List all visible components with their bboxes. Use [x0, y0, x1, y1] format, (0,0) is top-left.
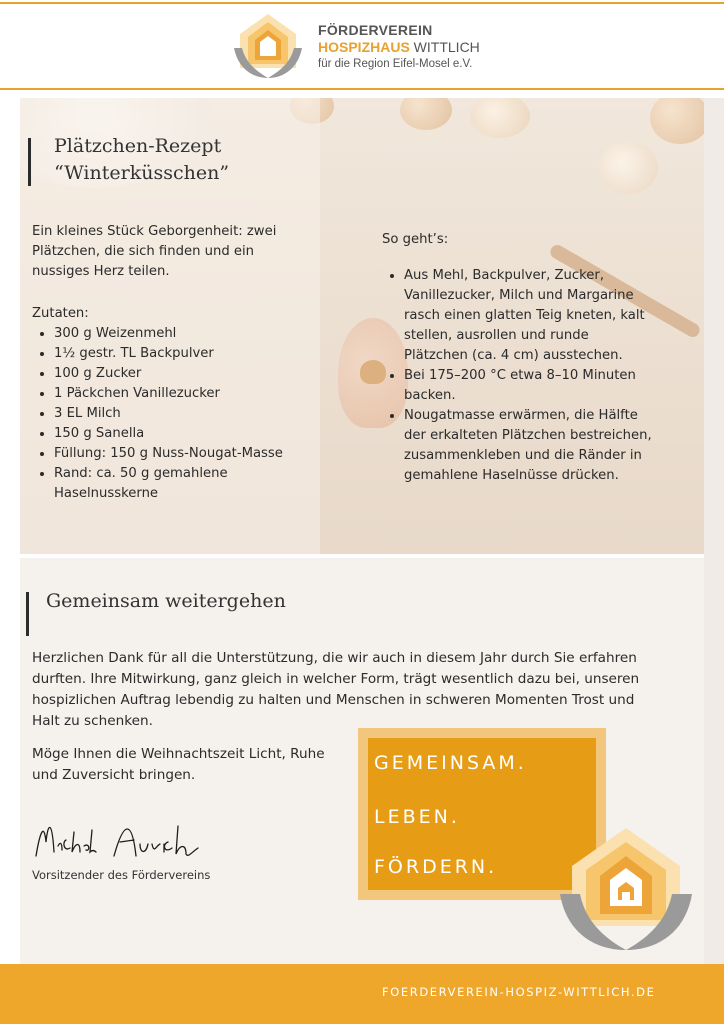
ingredients-heading: Zutaten: — [32, 306, 89, 321]
handwritten-signature — [32, 812, 222, 868]
egg — [650, 98, 704, 144]
org-name-city: WITTLICH — [409, 39, 480, 55]
slogan-line3: FÖRDERN. — [374, 856, 498, 878]
recipe-title — [54, 133, 229, 187]
recipe-intro: Ein kleines Stück Geborgenheit: zwei Plätzchen, die sich finden und ein nussiges Herz teilen. — [32, 224, 277, 279]
closing-title: Gemeinsam weitergehen — [46, 590, 286, 612]
ingredient-item: • 1½ gestr. TL Backpulver — [54, 344, 302, 364]
slogan-line2: LEBEN. — [374, 806, 460, 828]
step-item: • Aus Mehl, Backpulver, Zucker, Vanillezucker, Milch und Margarine rasch einen glatten Teig kneten, kalt stellen, ausrollen und runde Plätzchen (ca. 4 cm) ausstechen. — [404, 266, 652, 366]
org-name-highlight: HOSPIZHAUS — [318, 39, 410, 55]
closing-title-accent-bar — [26, 592, 29, 636]
slogan-line1: GEMEINSAM. — [374, 752, 527, 774]
ingredients-list — [32, 324, 302, 504]
side-panel — [704, 98, 724, 964]
org-region: für die Region Eifel-Mosel e.V. — [318, 58, 473, 70]
org-name-line2 — [318, 39, 480, 56]
ingredient-item: • 300 g Weizenmehl — [54, 324, 302, 344]
ingredient-item: • 150 g Sanella — [54, 424, 302, 444]
hospiz-house-hands-large-logo — [556, 826, 696, 954]
header-bottom-rule — [0, 88, 724, 90]
wish-paragraph: Möge Ihnen die Weihnachtszeit Licht, Ruhe und Zuversicht bringen. — [32, 746, 325, 783]
steps-list — [382, 266, 652, 486]
step-item: • Nougatmasse erwärmen, die Hälfte der erkalteten Plätzchen bestreichen, zusammenkleben und die Ränder in gemahlene Haselnüsse drücken. — [404, 406, 652, 486]
eggshell — [598, 142, 658, 194]
signature-caption: Vorsitzender des Fördervereins — [32, 868, 211, 882]
ingredient-item: • Füllung: 150 g Nuss-Nougat-Masse — [54, 444, 302, 464]
egg-tray — [470, 98, 530, 138]
recipe-title-line2: “Winterküsschen” — [54, 162, 230, 184]
egg — [400, 98, 452, 130]
ingredient-item: • Rand: ca. 50 g gemahlene Haselnusskerne — [54, 464, 302, 504]
ingredient-item: • 1 Päckchen Vanillezucker — [54, 384, 302, 404]
steps-heading: So geht’s: — [382, 232, 449, 247]
step-item: • Bei 175–200 °C etwa 8–10 Minuten backen. — [404, 366, 652, 406]
org-name-line1: FÖRDERVEREIN — [318, 22, 433, 38]
header-top-rule — [0, 2, 724, 4]
title-accent-bar — [28, 138, 31, 186]
ingredient-item: • 100 g Zucker — [54, 364, 302, 384]
website-link[interactable]: FOERDERVEREIN-HOSPIZ-WITTLICH.DE — [382, 985, 656, 999]
hospiz-house-hands-logo — [232, 12, 304, 82]
page-header — [0, 0, 724, 90]
recipe-title-line1: Plätzchen-Rezept — [54, 135, 222, 157]
ingredient-item: • 3 EL Milch — [54, 404, 302, 424]
thanks-paragraph: Herzlichen Dank für all die Unterstützung, die wir auch in diesem Jahr durch Sie erfahren durften. Ihre Mitwirkung, ganz gleich in welcher Form, trägt wesentlich dazu bei, unseren hospizlichen Auftrag lebendig zu halten und Menschen in schweren Momenten Trost und Halt zu schenken. — [32, 650, 640, 729]
organization-name — [318, 22, 480, 72]
